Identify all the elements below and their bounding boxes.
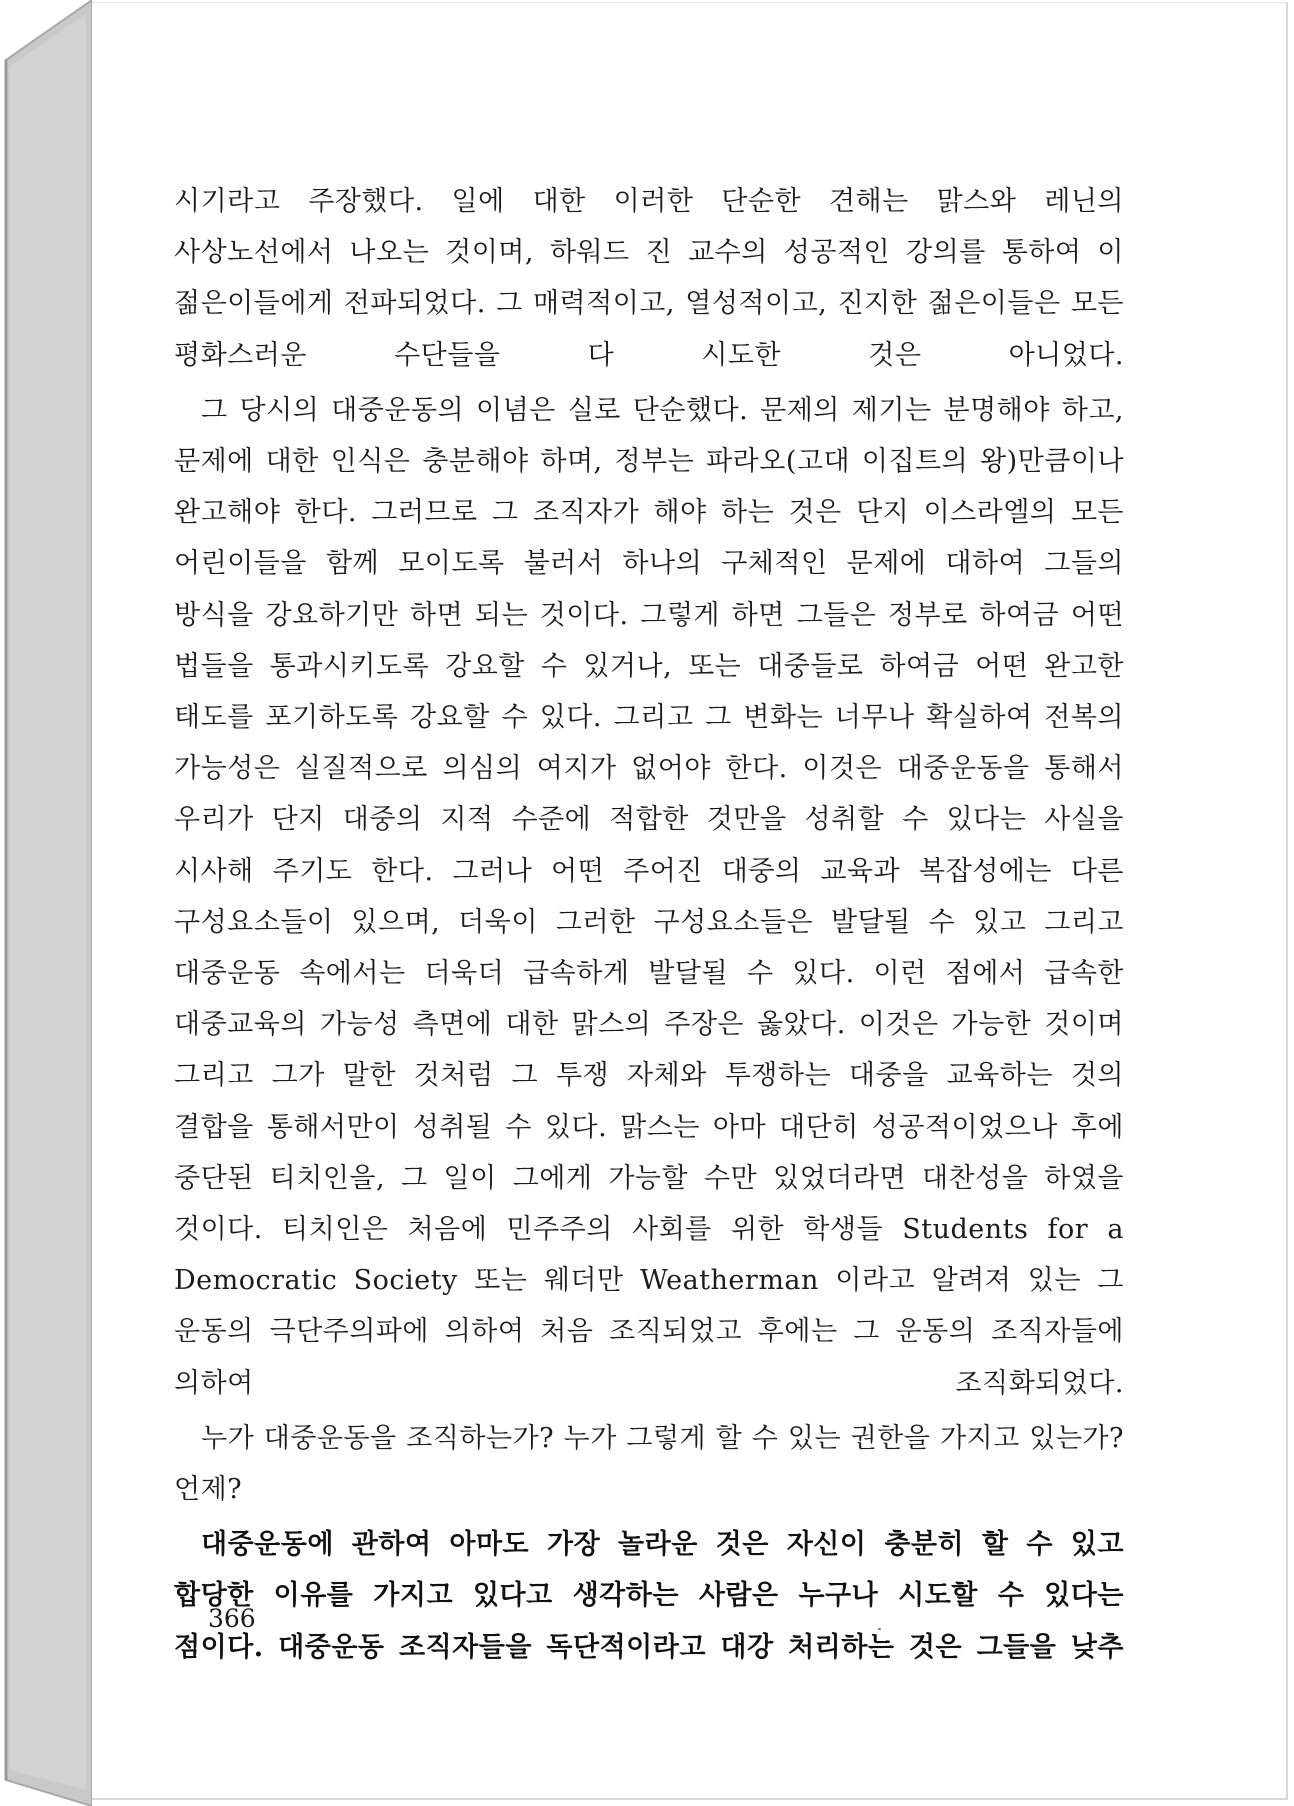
paragraph-continuation: 시기라고 주장했다. 일에 대한 이러한 단순한 견해는 맑스와 레닌의 사상노선에서 나오는 것이며, 하워드 진 교수의 성공적인 강의를 통하여 이 젊은이들에게 전파되었다. 그 매력적이고, 열성적이고, 진지한 젊은이들은 모든 평화스러운 수단들을 다 시도한 것은 아니었다.: [174, 186, 1124, 371]
paragraph-organizers: 대중운동에 관하여 아마도 가장 놀라운 것은 자신이 충분히 할 수 있고 합당한 이유를 가지고 있다고 생각하는 사람은 누구나 시도할 수 있다는 점이다. 대중운동 조직자들을 독단적이라고 대강 처리하는 것은 그들을 낮추: [174, 1529, 1124, 1663]
paragraph-mass-movement-ideology: 그 당시의 대중운동의 이념은 실로 단순했다. 문제의 제기는 분명해야 하고, 문제에 대한 인식은 충분해야 하며, 정부는 파라오(고대 이집트의 왕)만큼이나 완고해야 한다. 그러므로 그 조직자가 해야 하는 것은 단지 이스라엘의 모든 어린이들을 함께 모이도록 불러서 하나의 구체적인 문제에 대하여 그들의 방식을 강요하기만 하면 되는 것이다. 그렇게 하면 그들은 정부로 하여금 어떤 법들을 통과시키도록 강요할 수 있거나, 또는 대중들로 하여금 어떤 완고한 태도를 포기하도록 강요할 수 있다. 그리고 그 변화는 너무나 확실하여 전복의 가능성은 실질적으로 의심의 여지가 없어야 한다. 이것은 대중운동을 통해서 우리가 단지 대중의 지적 수준에 적합한 것만을 성취할 수 있다는 사실을 시사해 주기도 한다. 그러나 어떤 주어진 대중의 교육과 복잡성에는 다른 구성요소들이 있으며, 더욱이 그러한 구성요소들은 발달될 수 있고 그리고 대중운동 속에서는 더욱더 급속하게 발달될 수 있다. 이런 점에서 급속한 대중교육의 가능성 측면에 대한 맑스의 주장은 옳았다. 이것은 가능한 것이며 그리고 그가 말한 것처럼 그 투쟁 자체와 투쟁하는 대중을 교육하는 것의 결합을 통해서만이 성취될 수 있다. 맑스는 아마 대단히 성공적이었으나 후에 중단된 티치인을, 그 일이 그에게 가능할 수만 있었더라면 대찬성을 하였을 것이다. 티치인은 처음에 민주주의 사회를 위한 학생들 Students for a Democratic Society 또는 웨더만 Weatherman 이라고 알려져 있는 그 운동의 극단주의파에 의하여 처음 조직되었고 후에는 그 운동의 조직자들에 의하여 조직화되었다.: [174, 394, 1124, 1399]
body-text: [174, 176, 1124, 1673]
paragraph-question: 누가 대중운동을 조직하는가? 누가 그렇게 할 수 있는 권한을 가지고 있는가? 언제?: [174, 1422, 1124, 1506]
book-spine-edge: [0, 0, 92, 1806]
page-number: 366: [208, 1604, 256, 1633]
scan-speck: [878, 1628, 881, 1630]
